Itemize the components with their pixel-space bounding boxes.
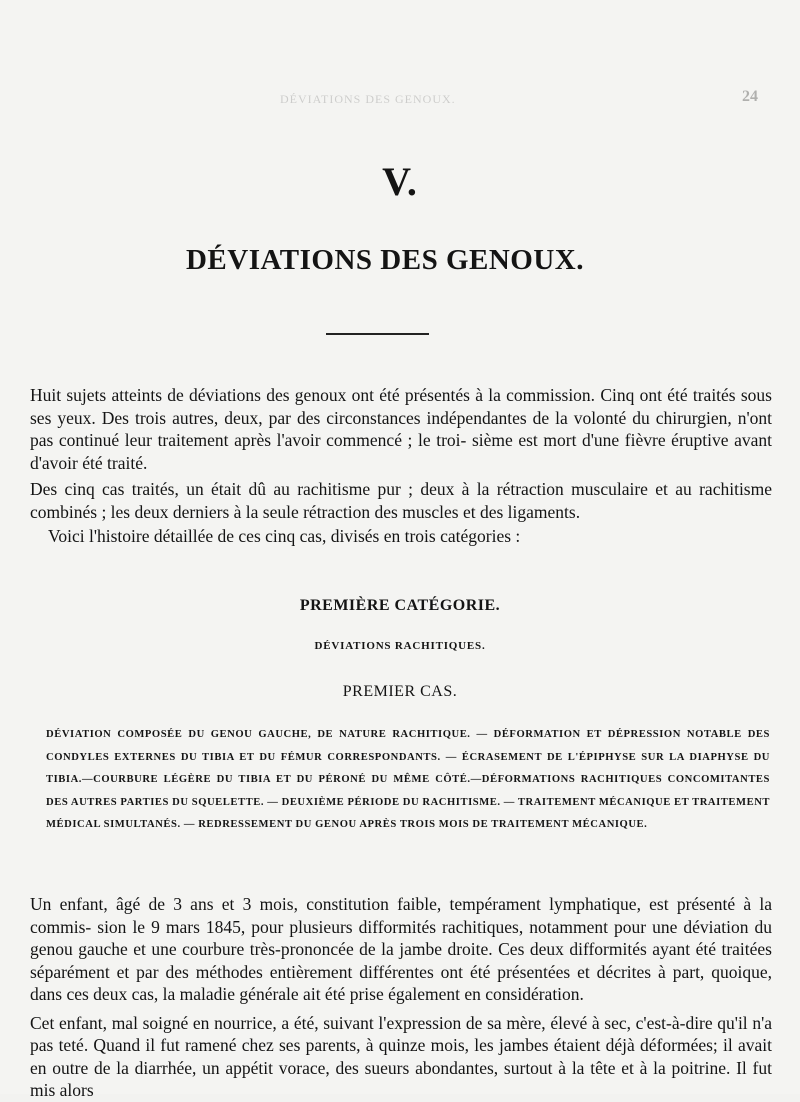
intro-paragraph: Voici l'histoire détaillée de ces cinq cas, divisés en trois catégories : <box>48 526 521 546</box>
title-divider <box>326 333 429 335</box>
case-summary: DÉVIATION COMPOSÉE DU GENOU GAUCHE, DE NATURE RACHITIQUE. — DÉFORMATION ET DÉPRESSION NOTABLE DES CONDYLES EXTERNES DU TIBIA ET DU FÉMUR CORRESPONDANTS. — ÉCRASEMENT DE L'ÉPIPHYSE SUR LA DIAPHYSE DU TIBIA.—COURBURE LÉGÈRE DU TIBIA ET DU PÉRONÉ DU MÊME CÔTÉ.—DÉFORMATIONS RACHITIQUES CONCOMITANTES DES AUTRES PARTIES DU SQUELETTE. — DEUXIÈME PÉRIODE DU RACHITISME. — TRAITEMENT MÉCANIQUE ET TRAITEMENT MÉDICAL SIMULTANÉS. — REDRESSEMENT DU GENOU APRÈS TROIS MOIS DE TRAITEMENT MÉCANIQUE. <box>46 729 771 831</box>
case-paragraph: Un enfant, âgé de 3 ans et 3 mois, constitution faible, tempérament lymphatique, est présenté à la commis- sion le 9 mars 1845, pour plusieurs difformités rachitiques, notamment pour une déviation du genou gauche et une courbure très-prononcée de la jambe droite. Ces deux difformités ayant été traitées séparément et par des méthodes entièrement différentes ont été présentées et décrites à part, quoique, dans ces deux cas, la maladie générale ait été prise également en considération. <box>30 894 772 1004</box>
case-section <box>30 893 772 1102</box>
chapter-number: V. <box>382 159 418 204</box>
category-title: PREMIÈRE CATÉGORIE. <box>299 597 501 614</box>
running-header: DÉVIATIONS DES GENOUX. <box>280 92 456 106</box>
intro-section <box>30 384 772 548</box>
chapter-title: DÉVIATIONS DES GENOUX. <box>185 244 584 276</box>
intro-paragraph: Des cinq cas traités, un était dû au rachitisme pur ; deux à la rétraction musculaire et au rachitisme combinés ; les deux derniers à la seule rétraction des muscles et des ligaments. <box>30 479 772 522</box>
category-subtitle: DÉVIATIONS RACHITIQUES. <box>314 640 486 652</box>
case-paragraph: Cet enfant, mal soigné en nourrice, a été, suivant l'expression de sa mère, élevé à sec, c'est-à-dire qu'il n'a pas teté. Quand il fut ramené chez ses parents, à quinze mois, les jambes étaient déjà déformées; il avait en outre de la diarrhée, un appétit vorace, des sueurs abondantes, surtout à la tête et à la poitrine. Il fut mis alors <box>30 1012 772 1100</box>
intro-paragraph: Huit sujets atteints de déviations des genoux ont été présentés à la commission. Cinq ont été traités sous ses yeux. Des trois autres, deux, par des circonstances indépendantes de la volonté du chirurgien, n'ont pas continué leur traitement après l'avoir commencé ; le troi- sième est mort d'une fièvre éruptive avant d'avoir été traité. <box>30 385 772 473</box>
page-number: 24 <box>742 88 758 105</box>
case-title: PREMIER CAS. <box>342 683 458 700</box>
